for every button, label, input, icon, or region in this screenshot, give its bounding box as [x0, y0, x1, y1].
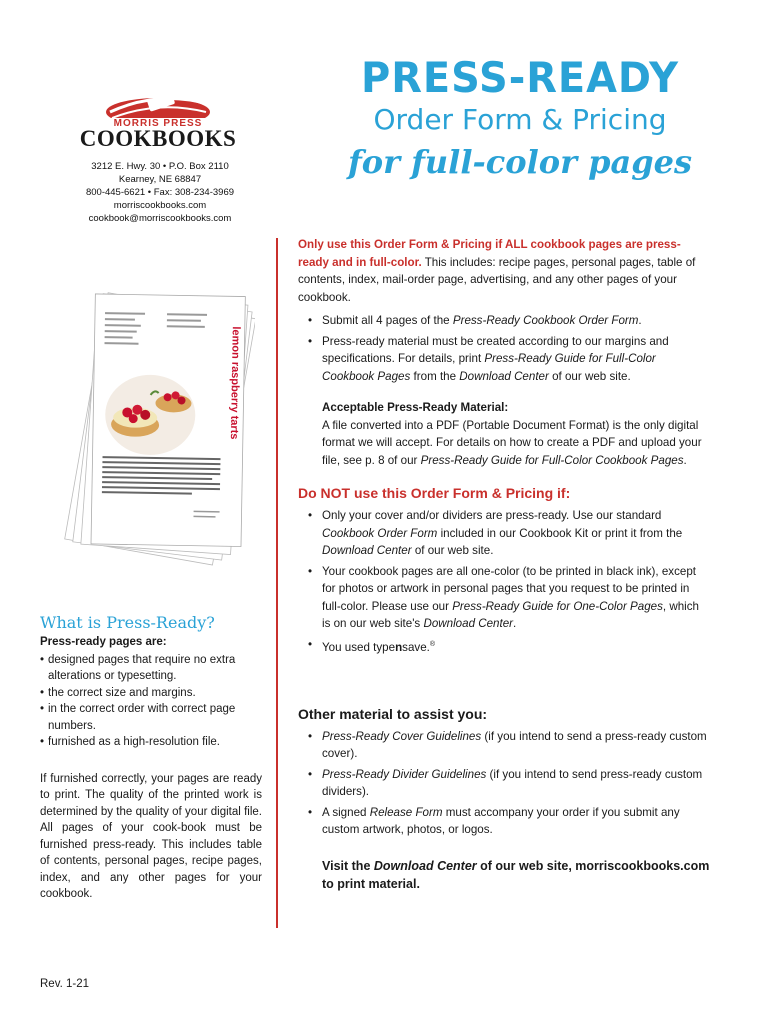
text: . [683, 453, 687, 467]
revision-label: Rev. 1-21 [40, 978, 90, 990]
guide-ref: Press-Ready Guide for Full-Color Cookbook Pages [322, 352, 656, 383]
svg-text:MORRIS PRESS: MORRIS PRESS [113, 118, 203, 129]
do-not-use-heading: Do NOT use this Order Form & Pricing if: [298, 485, 571, 501]
divider-guidelines-ref: Press-Ready Divider Guidelines [322, 767, 487, 781]
list-item: • the correct size and margins. [40, 685, 262, 702]
text: of our web site. [411, 544, 494, 557]
text: Your cookbook pages are all one-color (to be printed in black ink), except for photos or artwork in personal pages that you request to be printed in full-color. Please use our [322, 564, 697, 613]
order-form-ref: Press-Ready Cookbook Order Form [452, 314, 639, 327]
title-sub: Order Form & Pricing [373, 103, 667, 136]
list-item [308, 312, 710, 330]
what-is-press-ready-section [40, 612, 262, 903]
text: must accompany your order if you submit any custom artwork, photos, or logos. [322, 805, 680, 837]
list-item [308, 636, 710, 656]
other-material-heading: Other material to assist you: [298, 705, 488, 722]
intro-rest: This includes: recipe pages, personal pages, table of contents, index, mail-order page, advertising, and any other pages of your cookbook. [298, 255, 696, 304]
text: You used type [322, 640, 396, 654]
list-item: • in the correct order with correct page numbers. [40, 701, 262, 734]
acceptable-material [298, 399, 710, 469]
list-item [308, 507, 710, 560]
list-item [308, 766, 710, 801]
what-is-heading: What is Press-Ready? [40, 613, 215, 632]
main-content [298, 236, 710, 893]
list-item [308, 804, 710, 839]
text: . [513, 617, 517, 630]
text: . [638, 314, 642, 327]
column-divider [276, 238, 278, 928]
text: Submit all 4 pages of the [322, 314, 453, 327]
acceptable-heading: Acceptable Press-Ready Material: [322, 401, 509, 414]
text: A file converted into a PDF (Portable Document Format) is the only digital format we will accept. For details on how to create a PDF and upload your file, see p. 8 of our [322, 418, 702, 467]
guide-ref: Press-Ready Guide for Full-Color Cookbook Pages [420, 453, 684, 467]
text: from the [410, 369, 460, 383]
text: , which is on our web site's [322, 599, 699, 630]
cover-guidelines-ref: Press-Ready Cover Guidelines [322, 729, 482, 743]
guide-ref: Press-Ready Guide for One-Color Pages [452, 599, 663, 613]
press-ready-paragraph: If furnished correctly, your pages are ready to print. The quality of the printed work is determined by the quality of your digital file. All pages of your cook-book must be furnished press-ready. This includes table of contents, personal pages, recipe pages, index, and any other pages for your cookbook. [40, 772, 262, 900]
download-center-ref: Download Center [423, 617, 514, 630]
text: Visit the [322, 858, 374, 873]
visit-download-center [298, 857, 710, 893]
list-item [308, 728, 710, 763]
text: included in our Cookbook Kit or print it from the [437, 526, 683, 540]
sample-pages-illustration [55, 285, 255, 575]
contact-address2: Kearney, NE 68847 [118, 174, 202, 185]
text: (if you intend to send a press-ready custom cover). [322, 729, 707, 761]
list-item [308, 333, 710, 386]
contact-website[interactable]: morriscookbooks.com [113, 200, 207, 211]
text: Press-ready material must be created according to our margins and specifications. For details, print [322, 334, 669, 365]
submit-list [298, 312, 710, 385]
text: of our web site. [548, 369, 631, 383]
text: (if you intend to send press-ready custom dividers). [322, 767, 703, 799]
order-form-ref: Cookbook Order Form [322, 526, 438, 540]
svg-text:COOKBOOKS: COOKBOOKS [79, 126, 237, 151]
list-item [308, 563, 710, 633]
download-center-link[interactable]: Download Center [373, 858, 477, 873]
title-main: PRESS-READY [361, 53, 679, 102]
press-ready-subheading: Press-ready pages are: [40, 636, 167, 648]
press-ready-list [40, 652, 262, 751]
contact-email[interactable]: cookbook@morriscookbooks.com [88, 213, 232, 224]
contact-phone: 800-445-6621 • Fax: 308-234-3969 [85, 187, 235, 198]
download-center-ref: Download Center [459, 369, 549, 383]
list-item: • designed pages that require no extra alterations or typesetting. [40, 652, 262, 685]
registered-mark: ® [429, 640, 436, 648]
do-not-use-list [298, 507, 710, 656]
text: A signed [322, 805, 370, 819]
intro-highlight: Only use this Order Form & Pricing if ALL cookbook pages are press-ready and in full-color. [298, 238, 681, 269]
release-form-ref: Release Form [369, 805, 443, 819]
mockup-recipe-title: lemon raspberry tarts [227, 326, 242, 440]
text: Only your cover and/or dividers are press-ready. Use our standard [322, 509, 662, 522]
intro-paragraph [298, 236, 710, 306]
contact-info [40, 160, 280, 225]
text: n [395, 640, 403, 654]
download-center-ref: Download Center [322, 544, 412, 557]
title-script: for full-color pages [348, 143, 692, 181]
text: save. [402, 640, 430, 654]
morris-press-logo [70, 82, 245, 152]
title-block [300, 52, 740, 184]
contact-address1: 3212 E. Hwy. 30 • P.O. Box 2110 [91, 161, 229, 172]
list-item: • furnished as a high-resolution file. [40, 734, 262, 751]
acceptable-text [322, 417, 710, 470]
other-material-list [298, 728, 710, 839]
text: of our web site, morriscookbooks.com to print material. [322, 858, 710, 891]
